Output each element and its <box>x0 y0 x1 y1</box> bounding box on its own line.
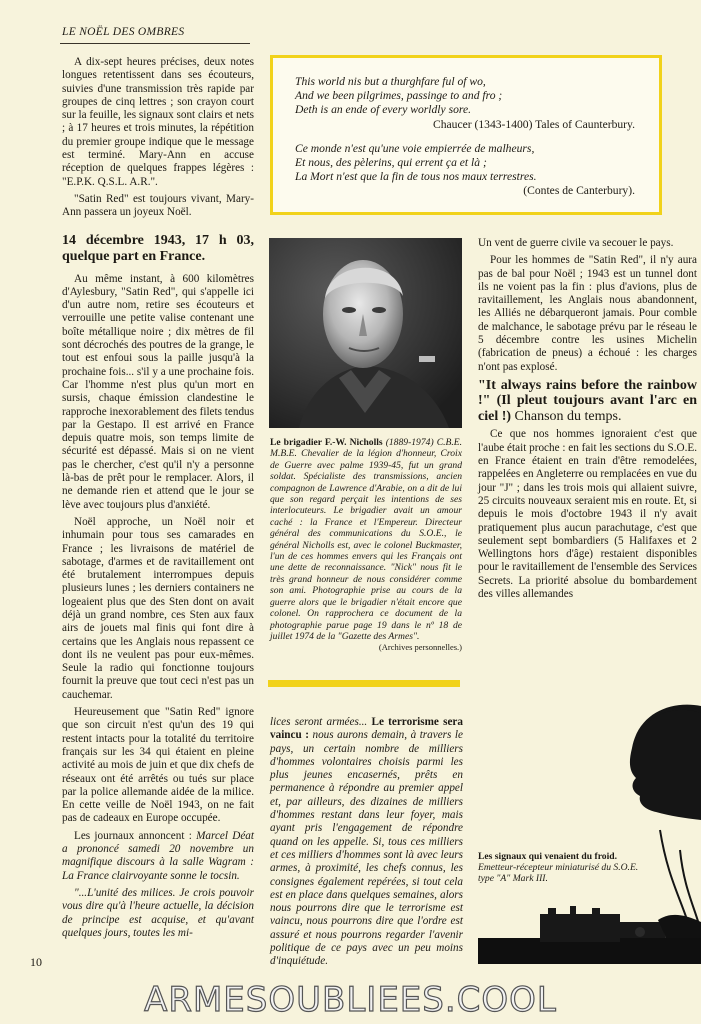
paragraph: A dix-sept heures précises, deux notes longues retentissent dans ses écouteurs, suivies d'une transmission très rapide par groupes de cinq lettres ; son crayon court sur la feuille, les signaux sont clairs et nets ; à 17 heures et trois minutes, la répétition du premier groupe indique que le message est terminé. Mary-Ann en accuse réception de quelques frappes légères : "E.P.K. Q.S.L. A.R.". <box>62 56 254 188</box>
paragraph: Noël approche, un Noël noir et inhumain pour tous ses camarades en France ; les livraisons de matériel de sabotage, d'armes et de ravitaillement ont été brutalement interrompues depuis plusieurs lunes ; les derniers containers ne logeaient plus que des Sten dont on avait déjà un grand nombre, ces Sten aux faux airs de jouets mal finis qui font dire à certains que les Anglais nous repassent ce dont ils ne veulent pas pour eux-mêmes. Seule la radio qui fonctionne toujours fournit la preuve que tout ceci n'est pas un cauchemar. <box>62 515 254 701</box>
photo-caption <box>270 437 462 654</box>
section-heading: 14 décembre 1943, 17 h 03, quelque part en France. <box>62 232 254 264</box>
paragraph-lead: lices seront armées... <box>270 716 368 728</box>
caption-dates: (1889-1974) <box>385 437 434 448</box>
caption-text: C.B.E. M.B.E. Chevalier de la légion d'honneur, Croix de Guerre avec palme 1939-45, fut un grand soldat. Spécialiste des transmissions, ancien compagnon de Lawrence d'Arabie, on a dit de lui que son regard perçait les intentions de ses interlocuteurs. Le brigadier avait un amour caché : la France et l'Empereur. Directeur général des communications du S.O.E., le général Nicholls est, avec le colonel Buckmaster, l'un de ces hommes envers qui les Français ont une dette de reconnaissance. "Nick" nous fit le très grand honneur de nous considérer comme son ami. Photographie prise au cours de la guerre alors que le brigadier n'était encore que colonel. On rapprochera ce document de la photographie parue page 19 dans le nº 18 de juillet 1974 de la "Gazette des Armes". <box>270 437 463 642</box>
portrait-photo <box>269 238 462 428</box>
radio-caption-text: Emetteur-récepteur miniaturisé du S.O.E. type "A" Mark III. <box>478 862 639 885</box>
yellow-divider <box>268 680 460 687</box>
paragraph-bold: Le terrorisme sera vaincu : <box>270 716 463 742</box>
chanson-subtitle: Chanson du temps. <box>514 408 622 424</box>
quote-line: This world nis but a thurghfare ful of wo, <box>295 75 486 88</box>
radio-operator-silhouette <box>470 700 701 965</box>
chanson-heading <box>478 378 697 425</box>
paragraph <box>270 716 463 969</box>
quote-source: (Contes de Canterbury). <box>523 184 635 198</box>
paragraph: "...L'unité des milices. Je crois pouvoir vous dire qu'à l'heure actuelle, la décision de principe est acquise, et qu'avant quelques jours, toutes les mi- <box>62 886 254 939</box>
page-number: 10 <box>30 955 42 969</box>
paragraph <box>62 830 254 883</box>
caption-credit: (Archives personnelles.) <box>378 642 462 653</box>
paragraph: Heureusement que "Satin Red" ignore que son circuit n'est qu'un des 19 qui restent intacts pour la totalité du territoire français sur les 34 qui étaient en pleine activité au mois de juin et que dix chefs de réseaux ont été arrêtés ou tués sur place par la police allemande aidée de la milice. En cette veille de Noël 1943, on ne fait pas de cadeaux en Europe occupée. <box>62 706 254 825</box>
paragraph: "Satin Red" est toujours vivant, Mary-Ann passera un joyeux Noël. <box>62 192 254 219</box>
quote-line: Ce monde n'est qu'une voie empierrée de malheurs, <box>295 141 535 155</box>
column-left <box>62 56 254 944</box>
column-right <box>478 237 697 605</box>
quote-line: Et nous, des pèlerins, qui errent ça et là ; <box>295 156 487 170</box>
paragraph-quote: Marcel Déat a prononcé samedi 20 novembre un magnifique discours à la salle Wagram : La France clairvoyante sonne le tocsin. <box>62 829 254 882</box>
radio-caption <box>478 851 643 885</box>
watermark: ARMESOUBLIEES.COOL <box>144 980 557 1020</box>
portrait-image <box>269 238 462 428</box>
caption-name: Le brigadier F.-W. Nicholls <box>270 437 383 448</box>
quote-line: La Mort n'est que la fin de tous nos maux terrestres. <box>295 170 537 184</box>
paragraph: Un vent de guerre civile va secouer le pays. <box>478 237 674 249</box>
header-rule <box>60 43 250 44</box>
paragraph: Pour les hommes de "Satin Red", il n'y aura pas de bal pour Noël ; 1943 est un tunnel dont ils ne voient pas la fin : plus d'avions, plus de ravitaillement, les Anglais nous abandonnent, les Alliés ne débarqueront jamais. Pour comble de malchance, le sabotage prévu par le réseau le 5 décembre contre les usines Michelin (fabrication de pneus) a échoué : les charges n'ont pas explosé. <box>478 254 697 373</box>
paragraph-body: nous aurons demain, à travers le pays, un certain nombre de milliers d'hommes volontaires choisis parmi les plus jeunes encasernés, prêts en permanence à répondre au premier appel et, par ailleurs, des dizaines de milliers d'hommes restant dans leur foyer, mais ayant pris l'engagement de répondre quand on les appelle. Si, tous ces milliers et ces milliers d'hommes sont là avec leurs armes, à proximité, les chefs connus, les consignes également repérées, si tout cela est en place dans quelques semaines, alors nous pourrons dire que le terrorisme est vaincu, nous pourrons dire que l'ordre est assuré et nous pourrons regarder l'avenir politique de ce pays avec un peu moins d'inquiétude. <box>270 729 463 968</box>
quote-source: Chaucer (1343-1400) Tales of Caunterbury. <box>432 117 635 131</box>
chanson-title: "It always rains before the rainbow !" (Il pleut toujours avant l'arc en ciel !) <box>478 377 697 424</box>
radio-caption-title: Les signaux qui venaient du froid. <box>478 851 617 862</box>
quote-line: Deth is an ende of every worldly sore. <box>295 103 472 117</box>
chaucer-quote-box <box>270 55 662 215</box>
quote-line: And we been pilgrimes, passinge to and fro ; <box>295 89 503 103</box>
paragraph: Au même instant, à 600 kilomètres d'Aylesbury, "Satin Red", qui s'appelle ici d'un autre nom, retire ses écouteurs et verrouille une petite valise contenant une boîte métallique noire ; dix mètres de fil sont décrochés des poutres de la grange, le tout est enfoui sous la paille jusqu'à la prochaine fois... s'il y a une prochaine fois. Car l'homme n'est plus qu'un mort en sursis, chaque émission clandestine le rapproche inexorablement des filets tendus par la Gestapo. Il est arrivé en France depuis quatre mois, son temps limite de sécurité est dépassé. Mais si on ne vient pas le chercher, c'est qu'il n'y a personne là-bas de prêt pour le remplacer. Alors, il ne demande rien et attend que le jour se lève avec toujours plus d'anxiété. <box>62 272 254 511</box>
column-middle-bottom <box>270 716 463 973</box>
running-head: LE NOËL DES OMBRES <box>62 26 185 38</box>
paragraph-lead: Les journaux annoncent : <box>74 829 192 842</box>
radio-operator-illustration <box>470 700 701 965</box>
paragraph: Ce que nos hommes ignoraient c'est que l'aube était proche : en fait les sections du S.O.E. en France étaient en train d'être remodelées, rappelées en Angleterre ou remplacées en vue du jour "J" ; dans les trois mois qui allaient suivre, 25 circuits nouveaux seraient mis en route. Et, si depuis le mois d'octobre 1943 il n'y avait pratiquement plus aucun parachutage, c'est que seulement sept bombardiers (5 Halifaxes et 2 Wellingtons hors d'âge) restaient disponibles pour le ravitaillement de l'ensemble des Services Secrets. La priorité absolue du bombardement des villes allemandes <box>478 428 697 601</box>
